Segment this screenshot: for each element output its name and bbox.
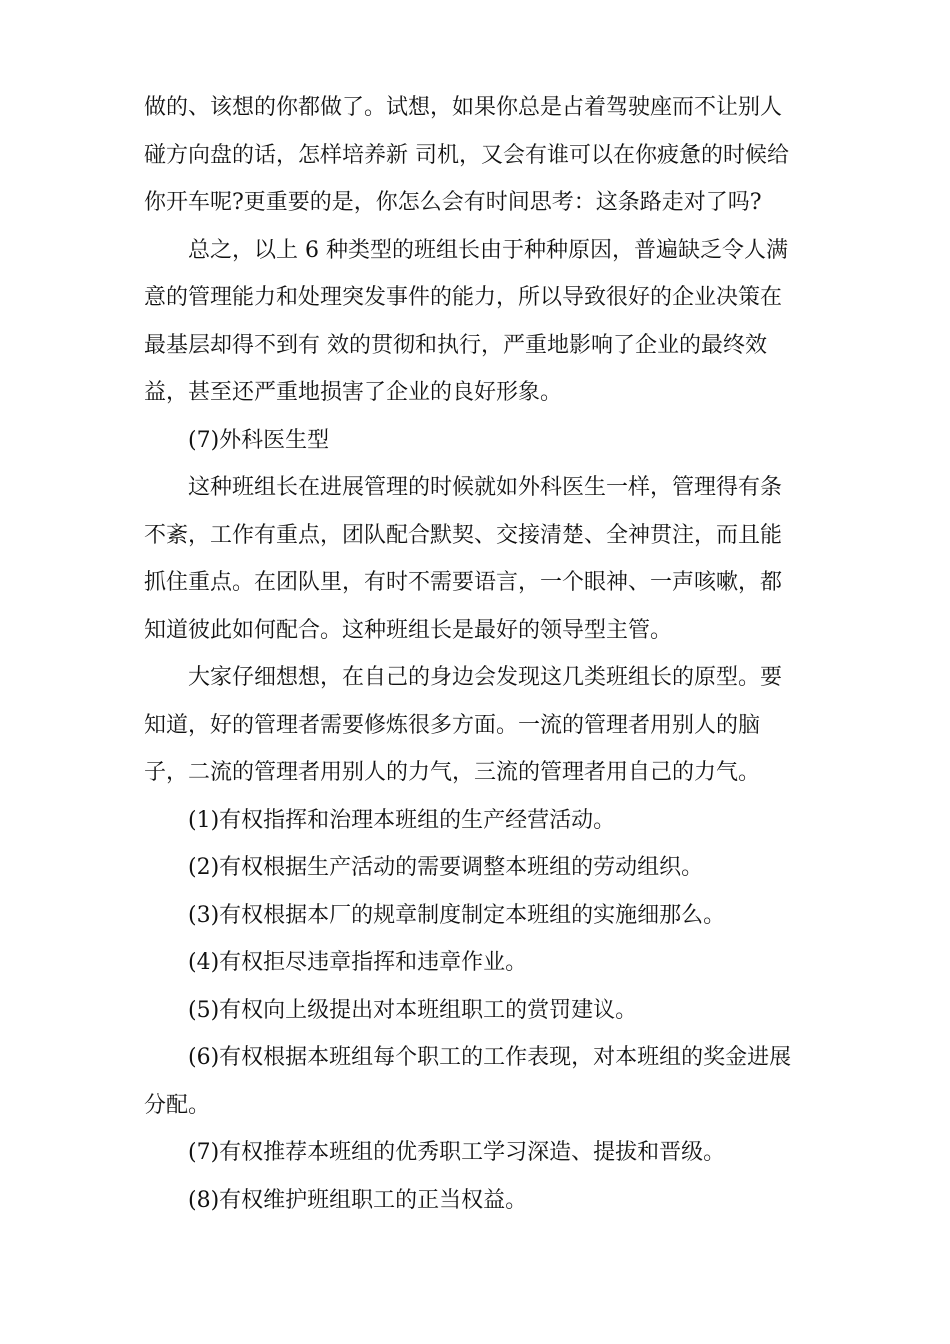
paragraph-start: 这种班组长在进展管理的时候就如外科医生一样，管理得有条 [188,475,783,500]
text-line: 子，二流的管理者用别人的力气，三流的管理者用自己的力气。 [144,760,761,785]
list-item: (6)有权根据本班组每个职工的工作表现，对本班组的奖金进展 [188,1045,792,1070]
list-item: (5)有权向上级提出对本班组职工的赏罚建议。 [188,997,638,1023]
list-item: (4)有权拒尽违章指挥和违章作业。 [188,950,528,975]
list-item: (8)有权维护班组职工的正当权益。 [188,1187,528,1213]
document-body [144,84,810,1224]
list-item: (1)有权指挥和治理本班组的生产经营活动。 [188,807,616,833]
text-line: 你开车呢?更重要的是，你怎么会有时间思考：这条路走对了吗? [144,190,762,215]
text-line: 分配。 [144,1092,211,1118]
paragraph-start: 总之，以上 6 种类型的班组长由于种种原因，普遍缺乏令人满 [188,237,788,263]
text-line: 最基层却得不到有 效的贯彻和执行，严重地影响了企业的最终效 [144,332,767,358]
text-line: 做的、该想的你都做了。试想，如果你总是占着驾驶座而不让别人 [144,95,783,120]
list-item: (2)有权根据生产活动的需要调整本班组的劳动组织。 [188,855,704,880]
text-line: 不紊，工作有重点，团队配合默契、交接清楚、全神贯注，而且能 [144,522,783,548]
text-line: 意的管理能力和处理突发事件的能力，所以导致很好的企业决策在 [144,285,783,310]
paragraph-start: 大家仔细想想，在自己的身边会发现这几类班组长的原型。要 [188,665,783,690]
text-line: 抓住重点。在团队里，有时不需要语言，一个眼神、一声咳嗽，都 [144,570,783,595]
text-line: 益，甚至还严重地损害了企业的良好形象。 [144,380,563,405]
list-item: (3)有权根据本厂的规章制度制定本班组的实施细那么。 [188,902,726,928]
text-line: 碰方向盘的话，怎样培养新 司机，又会有谁可以在你疲惫的时候给 [144,142,789,168]
list-item: (7)有权推荐本班组的优秀职工学习深造、提拔和晋级。 [188,1140,726,1165]
section-heading: (7)外科医生型 [188,427,330,453]
text-line: 知道，好的管理者需要修炼很多方面。一流的管理者用别人的脑 [144,712,761,738]
text-line: 知道彼此如何配合。这种班组长是最好的领导型主管。 [144,617,673,643]
